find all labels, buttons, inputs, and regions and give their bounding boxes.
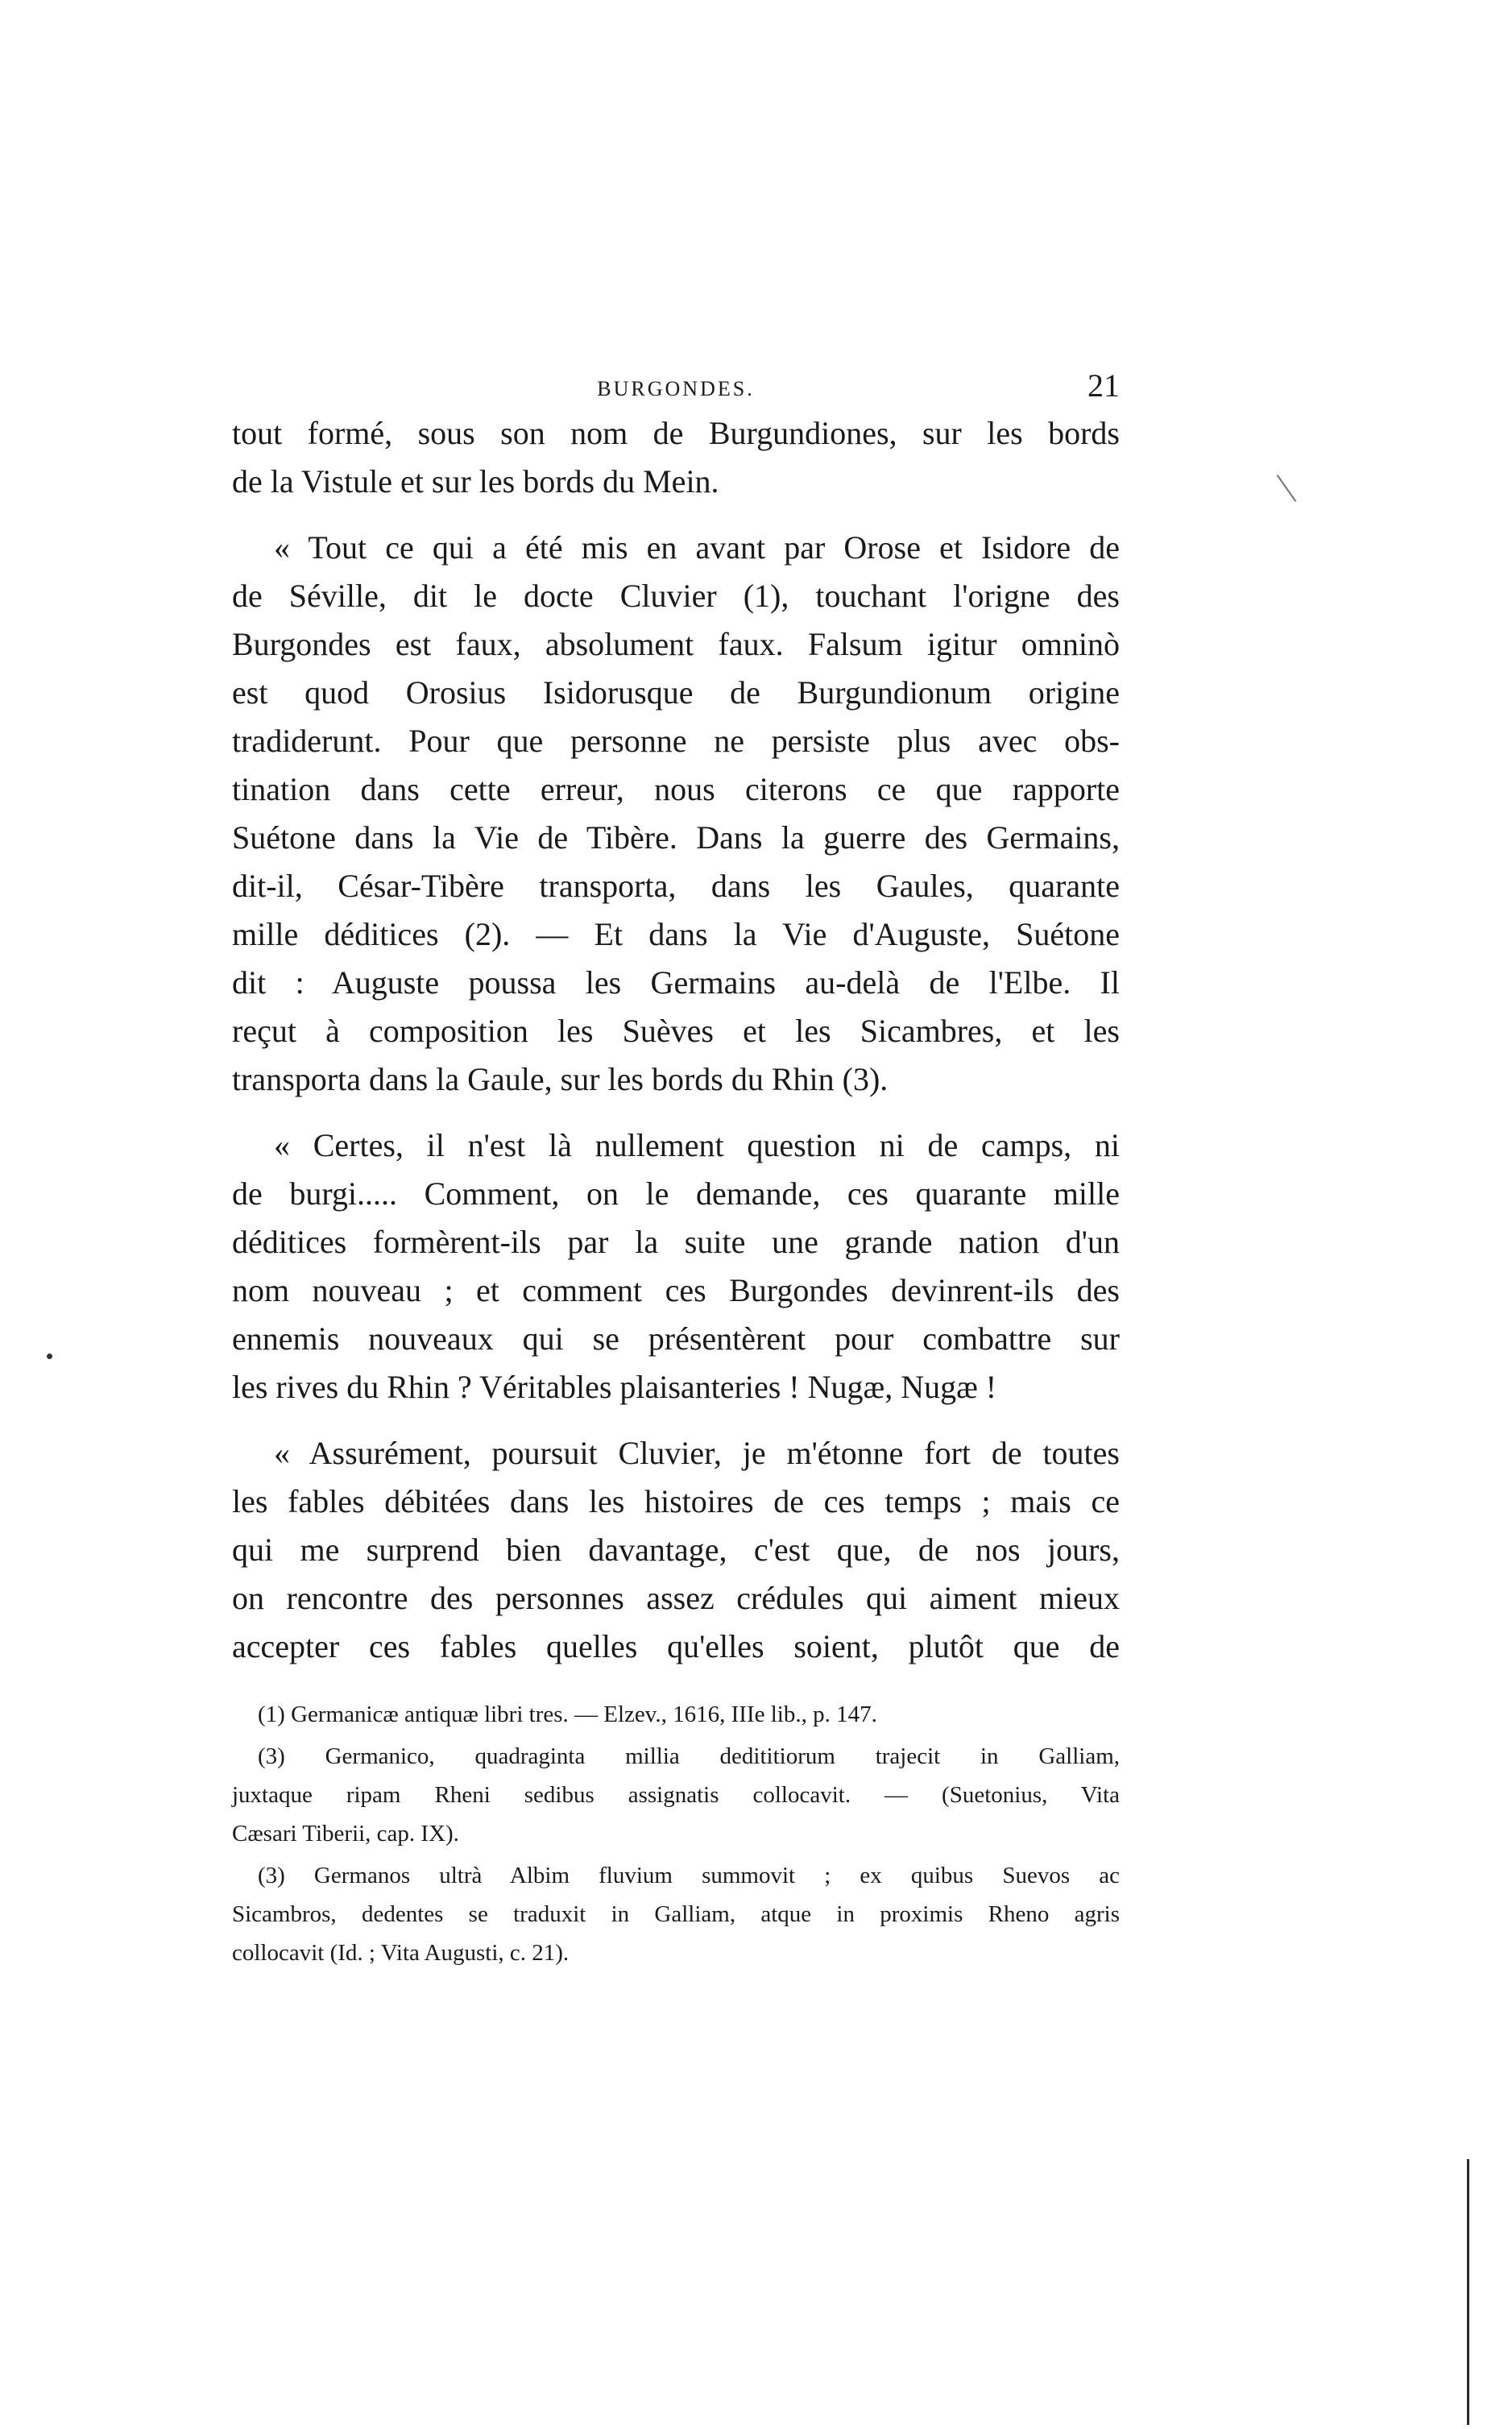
body-line: dit-il, César-Tibère transporta, dans les Gaules, quarante <box>232 868 1120 904</box>
body-line: de la Vistule et sur les bords du Mein. <box>232 463 719 499</box>
body-line: tination dans cette erreur, nous citerons ce que rapporte <box>232 771 1120 807</box>
body-line: « Tout ce qui a été mis en avant par Orose et Isidore de <box>274 529 1120 566</box>
body-line: Burgondes est faux, absolument faux. Falsum igitur omninò <box>232 626 1120 662</box>
body-line: reçut à composition les Suèves et les Sicambres, et les <box>232 1013 1120 1049</box>
body-line: « Certes, il n'est là nullement question ni de camps, ni <box>274 1127 1120 1163</box>
body-line: les rives du Rhin ? Véritables plaisanteries ! Nugæ, Nugæ ! <box>232 1369 997 1405</box>
body-line: de burgi..... Comment, on le demande, ces quarante mille <box>232 1175 1120 1212</box>
running-title: BURGONDES. <box>597 377 755 400</box>
body-line: Suétone dans la Vie de Tibère. Dans la guerre des Germains, <box>232 819 1120 856</box>
body-line: ennemis nouveaux qui se présentèrent pour combattre sur <box>232 1320 1120 1357</box>
body-line: déditices formèrent-ils par la suite une grande nation d'un <box>232 1224 1120 1260</box>
footnote-line: Sicambros, dedentes se traduxit in Galliam, atque in proximis Rheno agris <box>232 1901 1120 1927</box>
body-line: qui me surprend bien davantage, c'est que, de nos jours, <box>232 1532 1120 1568</box>
page-number: 21 <box>1087 367 1120 404</box>
binding-rule <box>1467 2159 1469 2425</box>
margin-dot <box>47 1353 52 1359</box>
body-line: dit : Auguste poussa les Germains au-delà de l'Elbe. Il <box>232 964 1120 1001</box>
footnotes <box>232 1695 1120 1972</box>
body-text <box>232 409 1120 1671</box>
footnote-line: juxtaque ripam Rheni sedibus assignatis collocavit. — (Suetonius, Vita <box>232 1782 1120 1808</box>
body-line: est quod Orosius Isidorusque de Burgundionum origine <box>232 674 1120 711</box>
body-line: on rencontre des personnes assez crédules qui aiment mieux <box>232 1580 1120 1616</box>
footnote-line: (3) Germanico, quadraginta millia dedititiorum trajecit in Galliam, <box>258 1743 1120 1769</box>
body-line: « Assurément, poursuit Cluvier, je m'étonne fort de toutes <box>274 1435 1120 1471</box>
margin-tick <box>1277 475 1297 502</box>
body-line: les fables débitées dans les histoires de ces temps ; mais ce <box>232 1483 1120 1519</box>
body-line: transporta dans la Gaule, sur les bords du Rhin (3). <box>232 1061 889 1097</box>
footnote-line: collocavit (Id. ; Vita Augusti, c. 21). <box>232 1940 570 1966</box>
footnote-line: (1) Germanicæ antiquæ libri tres. — Elzev., 1616, IIIe lib., p. 147. <box>258 1702 877 1727</box>
page-header <box>232 363 1120 411</box>
body-line: nom nouveau ; et comment ces Burgondes devinrent-ils des <box>232 1272 1120 1308</box>
footnote-line: Cæsari Tiberii, cap. IX). <box>232 1821 459 1847</box>
body-line: tout formé, sous son nom de Burgundiones, sur les bords <box>232 415 1120 451</box>
body-line: mille déditices (2). — Et dans la Vie d'Auguste, Suétone <box>232 916 1120 952</box>
body-line: de Séville, dit le docte Cluvier (1), touchant l'origne des <box>232 578 1120 614</box>
footnote-line: (3) Germanos ultrà Albim fluvium summovit ; ex quibus Suevos ac <box>258 1863 1120 1888</box>
body-line: tradiderunt. Pour que personne ne persiste plus avec obs- <box>232 723 1120 759</box>
body-line: accepter ces fables quelles qu'elles soient, plutôt que de <box>232 1628 1120 1664</box>
